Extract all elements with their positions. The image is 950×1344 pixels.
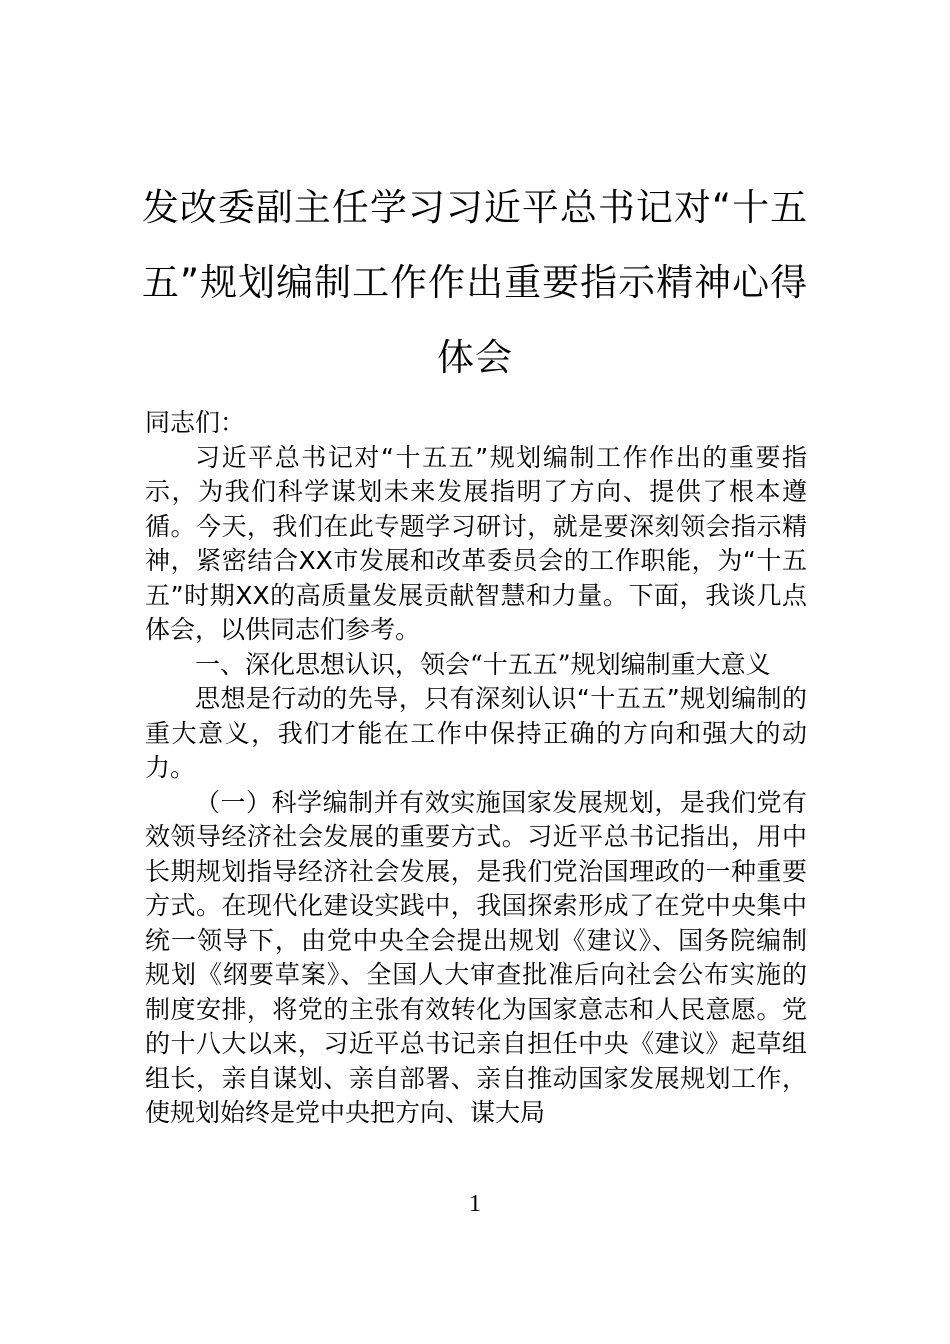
title-line: 体会 — [437, 336, 513, 379]
title-line: 五”规划编制工作作出重要指示精神心得 — [141, 261, 809, 304]
section-heading: 一、深化思想认识，领会“十五五”规划编制重大意义 — [195, 649, 771, 679]
document-title — [140, 170, 810, 395]
body-paragraph: 习近平总书记对“十五五”规划编制工作作出的重要指示，为我们科学谋划未来发展指明了方向、提供了根本遵循。今天，我们在此专题学习研讨，就是要深刻领会指示精神，紧密结合XX市发展和改革委员会的工作职能，为“十五五”时期XX的高质量发展贡献智慧和力量。下面，我谈几点体会，以供同志们参考。 — [145, 442, 807, 644]
body-paragraph: （一）科学编制并有效实施国家发展规划，是我们党有效领导经济社会发展的重要方式。习近平总书记指出，用中长期规划指导经济社会发展，是我们党治国理政的一种重要方式。在现代化建设实践中，我国探索形成了在党中央集中统一领导下，由党中央全会提出规划《建议》、国务院编制规划《纲要草案》、全国人大审查批准后向社会公布实施的制度安排，将党的主张有效转化为国家意志和人民意愿。党的十八大以来，习近平总书记亲自担任中央《建议》起草组组长，亲自谋划、亲自部署、亲自推动国家发展规划工作，使规划始终是党中央把方向、谋大局 — [145, 787, 807, 1127]
document-body — [145, 406, 807, 1131]
body-paragraph: 思想是行动的先导，只有深刻认识“十五五”规划编制的重大意义，我们才能在工作中保持正确的方向和强大的动力。 — [145, 684, 807, 782]
title-line: 发改委副主任学习习近平总书记对“十五 — [141, 186, 809, 229]
salutation: 同志们： — [145, 408, 246, 437]
page-number: 1 — [469, 1191, 481, 1217]
